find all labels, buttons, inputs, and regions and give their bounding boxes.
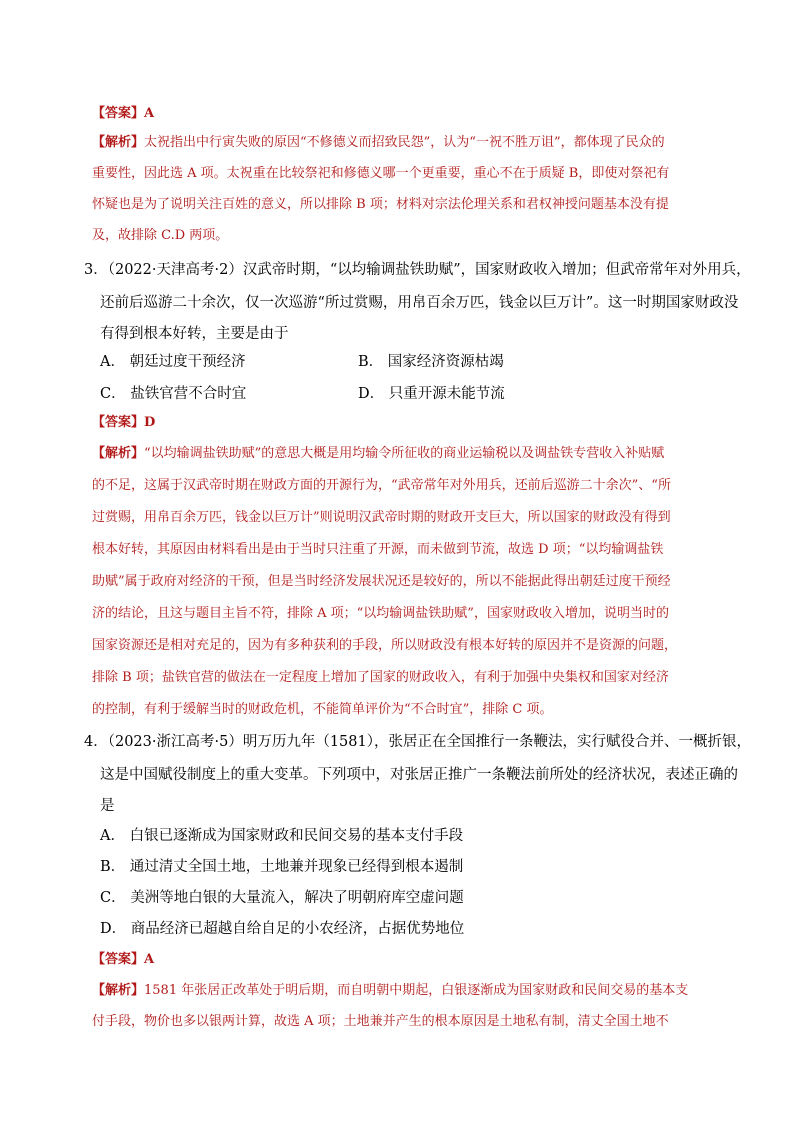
analysis-text: 怀疑也是为了说明关注百姓的意义，所以排除 B 项；材料对宗法伦理关系和君权神授问题基本没有提	[92, 197, 669, 212]
analysis-text: 排除 B 项；盐铁官营的做法在一定程度上增加了国家的财政收入，有利于加强中央集权和国家对经济	[92, 670, 669, 685]
option-d: D． 只重开源未能节流	[358, 386, 505, 402]
answer-tag: 【答案】	[92, 106, 145, 121]
answer-value: A	[144, 952, 155, 967]
analysis-text: 过赏赐，用帛百余万匹，钱金以巨万计”则说明汉武帝时期的财政开支巨大，所以国家的财政没有得到	[92, 510, 671, 525]
analysis-text: 的控制，有利于缓解当时的财政危机，不能简单评价为“不合时宜”，排除 C 项。	[92, 702, 553, 717]
question-stem: 是	[100, 798, 115, 814]
q4-analysis-line	[92, 981, 688, 1001]
analysis-tag: 【解析】	[92, 135, 145, 150]
option-a: A． 白银已逐渐成为国家财政和民间交易的基本支付手段	[100, 828, 464, 844]
analysis-text: 1581 年张居正改革处于明后期，而自明朝中期起，白银逐渐成为国家财政和民间交易的基本支	[144, 983, 689, 998]
option-d: D． 商品经济已超越自给自足的小农经济，占据优势地位	[100, 921, 465, 937]
question-stem: 3．（2022·天津高考·2）汉武帝时期，“以均输调盐铁助赋”，国家财政收入增加；但武帝常年对外用兵，	[84, 262, 751, 278]
option-b: B． 通过清丈全国土地，土地兼并现象已经得到根本遏制	[100, 859, 464, 875]
analysis-tag: 【解析】	[92, 446, 145, 461]
option-a: A． 朝廷过度干预经济	[100, 354, 246, 370]
analysis-text: 重要性，因此选 A 项。太祝重在比较祭祀和修德义哪一个更重要，重心不在于质疑 B，即使对祭祀有	[92, 166, 670, 181]
option-c: C． 美洲等地白银的大量流入，解决了明朝府库空虚问题	[100, 890, 464, 906]
answer-value: D	[144, 415, 156, 430]
analysis-text: 付手段，物价也多以银两计算，故选 A 项；土地兼并产生的根本原因是土地私有制，清丈全国土地不	[92, 1014, 669, 1029]
analysis-text: 太祝指出中行寅失败的原因“不修德义而招致民怨”，认为“一祝不胜万诅”，都体现了民众的	[144, 135, 665, 150]
question-stem: 还前后巡游二十余次，仅一次巡游“所过赏赐，用帛百余万匹，钱金以巨万计”。这一时期国家财政没	[100, 295, 739, 311]
question-stem: 4．（2023·浙江高考·5）明万历九年（1581），张居正在全国推行一条鞭法，实行赋役合并、一概折银，	[84, 734, 751, 750]
analysis-text: 国家资源还是相对充足的，因为有多种获利的手段，所以财政没有根本好转的原因并不是资源的问题，	[92, 638, 678, 653]
q2-answer-line	[92, 104, 154, 124]
question-stem: 这是中国赋役制度上的重大变革。下列项中，对张居正推广一条鞭法前所处的经济状况，表述正确的	[100, 767, 738, 783]
analysis-text: 及，故排除 C.D 两项。	[92, 228, 229, 243]
analysis-text: 济的结论，且这与题目主旨不符，排除 A 项；“以均输调盐铁助赋”，国家财政收入增加，说明当时的	[92, 606, 669, 621]
q3-answer-line	[92, 413, 155, 433]
answer-tag: 【答案】	[92, 415, 145, 430]
q2-analysis-line	[92, 133, 665, 153]
analysis-tag: 【解析】	[92, 983, 145, 998]
q4-answer-line	[92, 950, 154, 970]
analysis-text: “以均输调盐铁助赋”的意思大概是用均输令所征收的商业运输税以及调盐铁专营收入补贴赋	[144, 446, 665, 461]
answer-tag: 【答案】	[92, 952, 145, 967]
analysis-text: 助赋”属于政府对经济的干预，但是当时经济发展状况还是较好的，所以不能据此得出朝廷过度干预经	[92, 574, 671, 589]
option-c: C． 盐铁官营不合时宜	[100, 386, 247, 402]
question-stem: 有得到根本好转，主要是由于	[100, 326, 289, 342]
q3-analysis-line	[92, 444, 664, 464]
analysis-text: 根本好转，其原因由材料看出是由于当时只注重了开源，而未做到节流，故选 D 项；“以均输调盐铁	[92, 542, 664, 557]
answer-value: A	[144, 106, 155, 121]
option-b: B． 国家经济资源枯竭	[358, 354, 504, 370]
analysis-text: 的不足，这属于汉武帝时期在财政方面的开源行为，“武帝常年对外用兵，还前后巡游二十余次”、“所	[92, 478, 671, 493]
